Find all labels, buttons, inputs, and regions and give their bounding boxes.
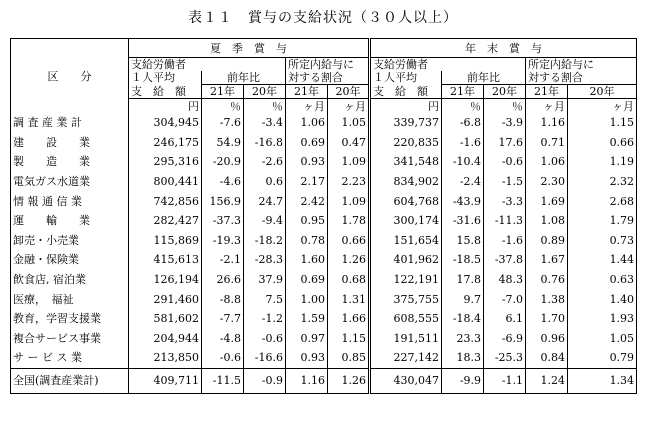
- yearend-paid-line1: 支給労働者: [370, 58, 526, 72]
- summer-yoy-20-value: -3.4: [244, 113, 286, 133]
- yearend-yoy-20-value: -25.3: [484, 348, 526, 368]
- yearend-ratio-21-value: 0.84: [526, 348, 568, 368]
- row-label: 調 査 産 業 計: [11, 113, 129, 133]
- yearend-ratio-20-value: 2.68: [568, 191, 637, 211]
- summer-amount: 282,427: [153, 214, 199, 228]
- summer-yoy-20-value: 24.7: [244, 191, 286, 211]
- yearend-ratio-21-value: 0.89: [526, 231, 568, 251]
- yearend-amount: 401,962: [370, 250, 442, 270]
- yearend-yoy-20-value: -6.9: [484, 329, 526, 349]
- row-label: 複合サービス事業: [11, 329, 129, 349]
- header-row-1: [11, 39, 637, 58]
- yearend-yoy-21-value: 17.8: [442, 270, 484, 290]
- table-row: [11, 191, 637, 211]
- unit-pct: ％: [202, 99, 244, 114]
- summer-amount: 115,869: [153, 233, 199, 247]
- summer-yoy-21-value: -4.6: [202, 172, 244, 192]
- total-yearend-amount: 430,047: [370, 368, 442, 393]
- summer-yoy-21-value: -19.3: [202, 231, 244, 251]
- summer-ratio-20: 20年: [328, 85, 370, 99]
- yearend-yoy-21-value: -2.4: [442, 172, 484, 192]
- summer-ratio-21-value: 0.93: [286, 348, 328, 368]
- yearend-ratio-20-value: 0.73: [568, 231, 637, 251]
- row-label: 医療， 福祉: [11, 289, 129, 309]
- summer-yoy-21-value: 26.6: [202, 270, 244, 290]
- summer-yoy-20-value: -16.8: [244, 133, 286, 153]
- summer-yoy-21-value: -4.8: [202, 329, 244, 349]
- yearend-yoy-20-value: -1.5: [484, 172, 526, 192]
- yearend-yoy-20-value: 17.6: [484, 133, 526, 153]
- yearend-yoy-20-value: -3.9: [484, 113, 526, 133]
- summer-ratio-21-value: 2.17: [286, 172, 328, 192]
- summer-yoy-20-value: -18.2: [244, 231, 286, 251]
- total-row: [11, 368, 637, 393]
- yearend-amount: 341,548: [370, 152, 442, 172]
- table-row: [11, 289, 637, 309]
- unit-pct: ％: [442, 99, 484, 114]
- summer-ratio-20-value: 0.68: [328, 270, 370, 290]
- unit-months: ヶ月: [568, 99, 637, 114]
- summer-yoy-20-value: -1.2: [244, 309, 286, 329]
- category-header: 区 分: [11, 39, 129, 114]
- table-row: [11, 231, 637, 251]
- summer-yoy-20-value: -0.6: [244, 329, 286, 349]
- yearend-ratio-20-value: 1.93: [568, 309, 637, 329]
- yearend-amount: 227,142: [370, 348, 442, 368]
- summer-ratio-20-value: 0.85: [328, 348, 370, 368]
- unit-yen: 円: [188, 99, 199, 113]
- row-label: 製 造 業: [11, 152, 129, 172]
- row-label: 卸売・小売業: [11, 231, 129, 251]
- unit-months: ヶ月: [286, 99, 328, 114]
- summer-ratio-20-value: 2.23: [328, 172, 370, 192]
- summer-yoy-20-value: -28.3: [244, 250, 286, 270]
- summer-ratio-21: 21年: [286, 85, 328, 99]
- table-row: [11, 348, 637, 368]
- summer-amount: 126,194: [153, 273, 199, 287]
- row-label: 教育，学習支援業: [11, 309, 129, 329]
- unit-months: ヶ月: [328, 99, 370, 114]
- summer-ratio-20-value: 0.66: [328, 231, 370, 251]
- yearend-yoy-21-value: 9.7: [442, 289, 484, 309]
- summer-amount: 304,945: [153, 116, 199, 130]
- summer-ratio-21-value: 1.60: [286, 250, 328, 270]
- summer-amount: 800,441: [153, 175, 199, 189]
- yearend-yoy-21-value: -31.6: [442, 211, 484, 231]
- yearend-yoy-21-value: 15.8: [442, 231, 484, 251]
- yearend-yoy-21-value: -1.6: [442, 133, 484, 153]
- yearend-paid-line2: １人平均: [370, 71, 442, 85]
- summer-ratio-20-value: 1.09: [328, 191, 370, 211]
- yearend-yoy-21-value: -18.5: [442, 250, 484, 270]
- yearend-ratio-20-value: 1.40: [568, 289, 637, 309]
- summer-paid-line2: １人平均: [131, 71, 175, 85]
- table-row: [11, 152, 637, 172]
- yearend-ratio-21-value: 1.38: [526, 289, 568, 309]
- summer-yoy-20-value: 7.5: [244, 289, 286, 309]
- yearend-amount: 608,555: [370, 309, 442, 329]
- yearend-ratio-20-value: 1.19: [568, 152, 637, 172]
- summer-yoy-21-value: -7.7: [202, 309, 244, 329]
- summer-yoy-21-value: 54.9: [202, 133, 244, 153]
- summer-yoy-21-value: 156.9: [202, 191, 244, 211]
- yearend-amount: 339,737: [370, 113, 442, 133]
- yearend-ratio-21-value: 1.67: [526, 250, 568, 270]
- total-yearend-yoy-20: -1.1: [484, 368, 526, 393]
- summer-yoy-20-value: 37.9: [244, 270, 286, 290]
- yearend-bonus-header: 年 末 賞 与: [370, 39, 637, 58]
- yearend-yoy-20-value: 6.1: [484, 309, 526, 329]
- summer-yoy-20-value: -2.6: [244, 152, 286, 172]
- table-row: [11, 133, 637, 153]
- summer-ratio-21-value: 0.97: [286, 329, 328, 349]
- yearend-ratio-20-value: 1.44: [568, 250, 637, 270]
- total-yearend-ratio-21: 1.24: [526, 368, 568, 393]
- summer-yoy-20-value: -16.6: [244, 348, 286, 368]
- yearend-ratio-20-value: 1.05: [568, 329, 637, 349]
- row-label: 金融・保険業: [11, 250, 129, 270]
- yearend-ratio-20-value: 1.15: [568, 113, 637, 133]
- yearend-ratio-20-value: 0.63: [568, 270, 637, 290]
- unit-months: ヶ月: [526, 99, 568, 114]
- summer-yoy-21-value: -8.8: [202, 289, 244, 309]
- yearend-amount: 604,768: [370, 191, 442, 211]
- summer-amount: 742,856: [153, 194, 199, 208]
- yearend-ratio-21-value: 1.69: [526, 191, 568, 211]
- summer-ratio-20-value: 1.05: [328, 113, 370, 133]
- summer-yoy-21-value: -7.6: [202, 113, 244, 133]
- summer-ratio-21-value: 0.93: [286, 152, 328, 172]
- table-row: [11, 270, 637, 290]
- total-yearend-yoy-21: -9.9: [442, 368, 484, 393]
- yearend-amount: 191,511: [370, 329, 442, 349]
- summer-paid-line3: 支 給 額: [129, 85, 202, 99]
- summer-yoy-21-value: -37.3: [202, 211, 244, 231]
- summer-amount: 213,850: [153, 351, 199, 365]
- yearend-ratio-line1: 所定内給与に: [528, 58, 595, 71]
- summer-ratio-21-value: 0.69: [286, 270, 328, 290]
- table-title: 表１１ 賞与の支給状況（３０人以上）: [188, 10, 458, 26]
- summer-ratio-20-value: 1.78: [328, 211, 370, 231]
- yearend-amount: 300,174: [370, 211, 442, 231]
- summer-ratio-21-value: 0.78: [286, 231, 328, 251]
- summer-ratio-21-value: 0.95: [286, 211, 328, 231]
- yearend-paid-line3: 支 給 額: [370, 85, 442, 99]
- table-row: [11, 309, 637, 329]
- yearend-amount: 834,902: [370, 172, 442, 192]
- total-summer-yoy-21: -11.5: [202, 368, 244, 393]
- summer-amount: 295,316: [153, 155, 199, 169]
- summer-ratio-20-value: 1.09: [328, 152, 370, 172]
- yearend-yoy-21-value: 18.3: [442, 348, 484, 368]
- summer-ratio-20-value: 1.31: [328, 289, 370, 309]
- yearend-yoy-20-value: -0.6: [484, 152, 526, 172]
- summer-ratio-line2: 対する割合: [288, 71, 343, 84]
- total-summer-ratio-21: 1.16: [286, 368, 328, 393]
- summer-amount: 291,460: [153, 292, 199, 306]
- yearend-yoy-20-value: -3.3: [484, 191, 526, 211]
- summer-bonus-header: 夏 季 賞 与: [129, 39, 370, 58]
- table-row: [11, 329, 637, 349]
- yearend-ratio-21: 21年: [526, 85, 568, 99]
- row-label: 飲食店, 宿泊業: [11, 270, 129, 290]
- yearend-ratio-21-value: 1.16: [526, 113, 568, 133]
- yearend-yoy-21-value: -10.4: [442, 152, 484, 172]
- yearend-amount: 375,755: [370, 289, 442, 309]
- summer-ratio-21-value: 2.42: [286, 191, 328, 211]
- yearend-amount: 151,654: [370, 231, 442, 251]
- table-row: [11, 113, 637, 133]
- row-label: 電気ガス水道業: [11, 172, 129, 192]
- yearend-yoy-20-value: -11.3: [484, 211, 526, 231]
- total-yearend-ratio-20: 1.34: [568, 368, 637, 393]
- yearend-ratio-21-value: 1.06: [526, 152, 568, 172]
- summer-ratio-21-value: 1.06: [286, 113, 328, 133]
- total-summer-amount: 409,711: [129, 368, 202, 393]
- summer-yoy-21-value: -0.6: [202, 348, 244, 368]
- summer-yoy-header: 前年比: [202, 71, 286, 85]
- row-label: 情 報 通 信 業: [11, 191, 129, 211]
- table-row: [11, 211, 637, 231]
- unit-pct: ％: [484, 99, 526, 114]
- yearend-ratio-20-value: 2.32: [568, 172, 637, 192]
- unit-pct: ％: [244, 99, 286, 114]
- yearend-yoy-header: 前年比: [442, 71, 526, 85]
- summer-yoy-20-value: -9.4: [244, 211, 286, 231]
- summer-ratio-20-value: 1.15: [328, 329, 370, 349]
- row-label: 建 設 業: [11, 133, 129, 153]
- yearend-ratio-21-value: 0.71: [526, 133, 568, 153]
- yearend-yoy-21-value: 23.3: [442, 329, 484, 349]
- yearend-ratio-21-value: 1.08: [526, 211, 568, 231]
- summer-ratio-21-value: 1.00: [286, 289, 328, 309]
- summer-yoy-21-value: -20.9: [202, 152, 244, 172]
- yearend-ratio-21-value: 0.96: [526, 329, 568, 349]
- yearend-yoy-20-value: -37.8: [484, 250, 526, 270]
- table-row: [11, 250, 637, 270]
- summer-ratio-21-value: 0.69: [286, 133, 328, 153]
- yearend-ratio-20-value: 1.79: [568, 211, 637, 231]
- unit-yen: 円: [370, 99, 442, 114]
- summer-ratio-line1: 所定内給与に: [288, 58, 354, 71]
- summer-ratio-20-value: 1.26: [328, 250, 370, 270]
- yearend-ratio-20-value: 0.79: [568, 348, 637, 368]
- yearend-amount: 122,191: [370, 270, 442, 290]
- summer-amount: 204,944: [153, 331, 199, 345]
- summer-ratio-20-value: 1.66: [328, 309, 370, 329]
- bonus-table: [10, 38, 637, 394]
- yearend-ratio-21-value: 2.30: [526, 172, 568, 192]
- yearend-ratio-21-value: 0.76: [526, 270, 568, 290]
- yearend-yoy-21-value: -18.4: [442, 309, 484, 329]
- yearend-ratio-line2: 対する割合: [528, 71, 584, 84]
- summer-ratio-21-value: 1.59: [286, 309, 328, 329]
- yearend-ratio-20: 20年: [568, 85, 637, 99]
- yearend-yoy-20-value: 48.3: [484, 270, 526, 290]
- summer-amount: 415,613: [153, 253, 199, 267]
- summer-amount: 581,602: [153, 312, 199, 326]
- yearend-ratio-21-value: 1.70: [526, 309, 568, 329]
- yearend-yoy-21-value: -6.8: [442, 113, 484, 133]
- yearend-amount: 220,835: [370, 133, 442, 153]
- total-summer-yoy-20: -0.9: [244, 368, 286, 393]
- summer-yoy-20-value: 0.6: [244, 172, 286, 192]
- summer-paid-line1: 支給労働者: [129, 58, 286, 72]
- yearend-yoy-20-value: -7.0: [484, 289, 526, 309]
- total-label: 全国(調査産業計): [11, 368, 129, 393]
- row-label: サ ー ビ ス 業: [11, 348, 129, 368]
- summer-yoy-21-value: -2.1: [202, 250, 244, 270]
- total-summer-ratio-20: 1.26: [328, 368, 370, 393]
- row-label: 運 輸 業: [11, 211, 129, 231]
- yearend-ratio-20-value: 0.66: [568, 133, 637, 153]
- summer-yoy-20: 20年: [244, 85, 286, 99]
- yearend-yoy-21: 21年: [442, 85, 484, 99]
- summer-amount: 246,175: [153, 135, 199, 149]
- table-row: [11, 172, 637, 192]
- yearend-yoy-20: 20年: [484, 85, 526, 99]
- yearend-yoy-21-value: -43.9: [442, 191, 484, 211]
- summer-yoy-21: 21年: [202, 85, 244, 99]
- yearend-yoy-20-value: -1.6: [484, 231, 526, 251]
- summer-ratio-20-value: 0.47: [328, 133, 370, 153]
